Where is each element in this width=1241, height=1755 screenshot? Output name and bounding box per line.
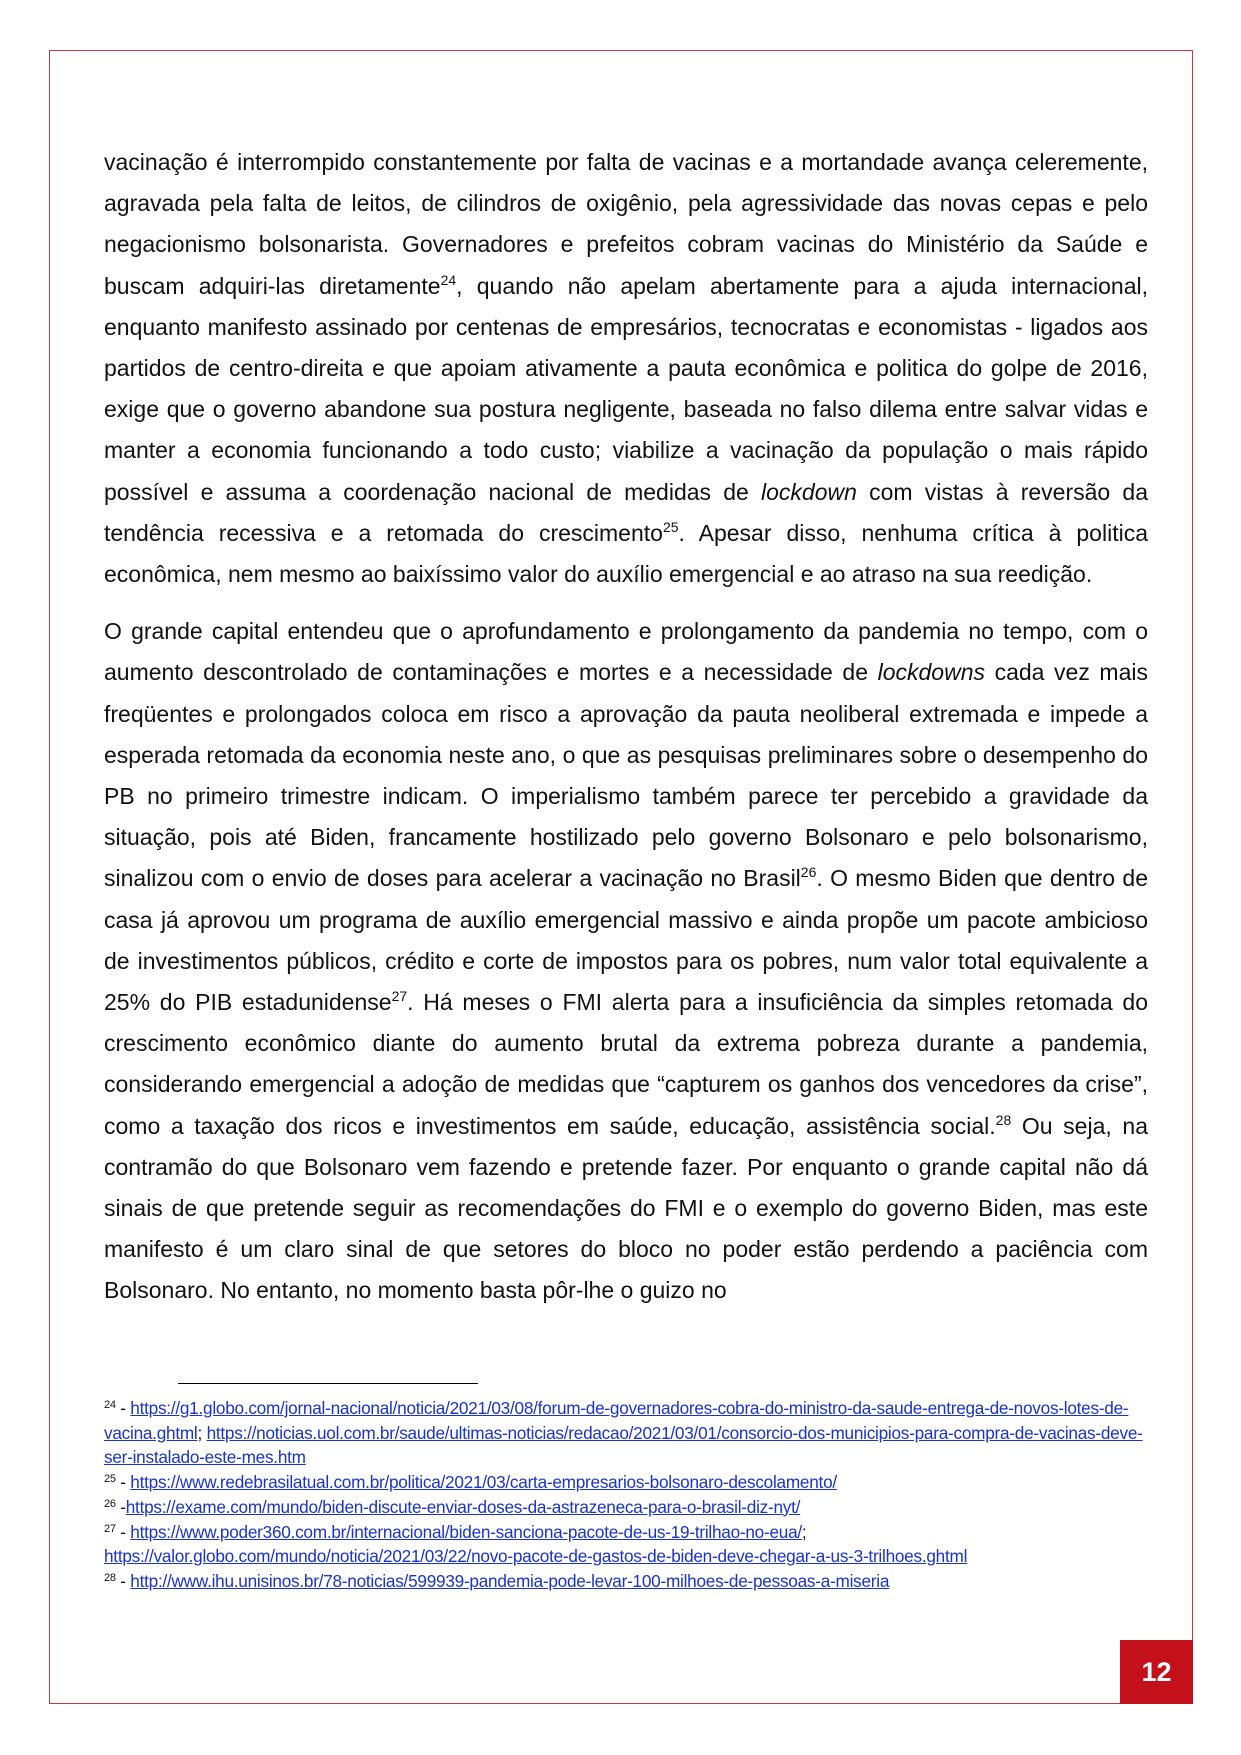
footnote-text: -	[115, 1472, 131, 1493]
emphasis-text: lockdown	[761, 478, 857, 505]
footnote-text: -	[115, 1570, 131, 1591]
footnote-link[interactable]: https://noticias.uol.com.br/saude/ultimas-noticias/redacao/2021/03/01/consorcio-dos-municipios-para-compra-de-vacinas-deve-ser-instalado-este-mes.htm	[104, 1422, 1143, 1468]
page-number: 12	[1141, 1656, 1172, 1687]
footnote-separator	[178, 1383, 478, 1384]
footnote-text: ;	[801, 1521, 807, 1542]
footnote-link[interactable]: https://valor.globo.com/mundo/noticia/2021/03/22/novo-pacote-de-gastos-de-biden-deve-chegar-a-us-3-trilhoes.ghtml	[104, 1546, 968, 1567]
footnote-28	[104, 1569, 1164, 1594]
footnote-text: -	[115, 1398, 131, 1418]
footnote-ref: 28	[995, 1111, 1012, 1128]
footnote-27	[104, 1520, 1164, 1569]
footnote-ref: 25	[662, 518, 679, 535]
text-run: com vistas à reversão da tendência recessiva e a retomada do crescimento	[104, 478, 1148, 546]
footnote-link[interactable]: http://www.ihu.unisinos.br/78-noticias/599939-pandemia-pode-levar-100-milhoes-de-pessoas-a-miseria	[130, 1570, 890, 1591]
text-run: . Apesar disso, nenhuma crítica à politica econômica, nem mesmo ao baixíssimo valor do auxílio emergencial e ao atraso na sua reedição.	[104, 519, 1148, 588]
text-run: . O mesmo Biden que dentro de casa já aprovou um programa de auxílio emergencial massivo e ainda propõe um pacote ambicioso de investimentos públicos, crédito e corte de impostos para os pobres, num valor total equivalente a 25% do PIB estadunidense	[104, 865, 1148, 1016]
text-run: vacinação é interrompido constantemente por falta de vacinas e a mortandade avança celeremente, agravada pela falta de leitos, de cilindros de oxigênio, pela agressividade das novas cepas e pelo negacionismo bolsonarista. Governadores e prefeitos cobram vacinas do Ministério da Saúde e buscam adquiri-las diretamente	[104, 149, 1148, 299]
footnote-text: -	[115, 1521, 131, 1542]
text-run: O grande capital entendeu que o aprofundamento e prolongamento da pandemia no tempo, com o aumento descontrolado de contaminações e mortes e a necessidade de	[104, 618, 1148, 686]
footnote-text: ;	[197, 1422, 207, 1443]
paragraph-1	[104, 142, 1148, 595]
footnote-number: 24	[104, 1399, 116, 1411]
paragraph-2	[104, 611, 1148, 1311]
footnote-ref: 27	[391, 988, 408, 1005]
footnote-ref: 24	[440, 271, 457, 288]
footnote-24	[104, 1396, 1164, 1470]
footnote-number: 28	[104, 1571, 116, 1584]
footnote-link[interactable]: https://www.poder360.com.br/internacional/biden-sanciona-pacote-de-us-19-trilhao-no-eua/	[130, 1521, 802, 1542]
footnote-link[interactable]: https://www.redebrasilatual.com.br/politica/2021/03/carta-empresarios-bolsonaro-descolamento/	[130, 1472, 837, 1493]
text-run: cada vez mais freqüentes e prolongados coloca em risco a aprovação da pauta neoliberal extremada e impede a esperada retomada da economia neste ano, o que as pesquisas preliminares sobre o desempenho do PB no primeiro trimestre indicam. O imperialismo também parece ter percebido a gravidade da situação, pois até Biden, francamente hostilizado pelo governo Bolsonaro e pelo bolsonarismo, sinalizou com o envio de doses para acelerar a vacinação no Brasil	[104, 659, 1148, 892]
footnote-ref: 26	[800, 864, 817, 881]
text-run: Ou seja, na contramão do que Bolsonaro vem fazendo e pretende fazer. Por enquanto o grande capital não dá sinais de que pretende seguir as recomendações do FMI e o exemplo do governo Biden, mas este manifesto é um claro sinal de que setores do bloco no poder estão perdendo a paciência com Bolsonaro. No entanto, no momento basta pôr-lhe o guizo no	[104, 1112, 1148, 1304]
page-number-badge	[1120, 1640, 1193, 1704]
footnote-text: -	[115, 1496, 126, 1517]
footnote-link[interactable]: https://exame.com/mundo/biden-discute-enviar-doses-da-astrazeneca-para-o-brasil-diz-nyt/	[125, 1496, 801, 1517]
footnote-25	[104, 1470, 1164, 1495]
footnote-number: 25	[104, 1473, 116, 1486]
body-text	[104, 142, 1148, 1312]
emphasis-text: lockdowns	[877, 659, 985, 686]
text-run: , quando não apelam abertamente para a ajuda internacional, enquanto manifesto assinado por centenas de empresários, tecnocratas e economistas - ligados aos partidos de centro-direita e que apoiam ativamente a pauta econômica e politica do golpe de 2016, exige que o governo abandone sua postura negligente, baseada no falso dilema entre salvar vidas e manter a economia funcionando a todo custo; viabilize a vacinação da população o mais rápido possível e assuma a coordenação nacional de medidas de	[104, 272, 1148, 505]
footnote-number: 27	[104, 1522, 116, 1535]
footnote-number: 26	[104, 1497, 116, 1510]
footnotes	[104, 1396, 1164, 1594]
text-run: . Há meses o FMI alerta para a insuficiência da simples retomada do crescimento econômico diante do aumento brutal da extrema pobreza durante a pandemia, considerando emergencial a adoção de medidas que “capturem os ganhos dos vencedores da crise”, como a taxação dos ricos e investimentos em saúde, educação, assistência social.	[104, 989, 1148, 1139]
footnote-26	[104, 1495, 1164, 1520]
footnote-link[interactable]: https://g1.globo.com/jornal-nacional/noticia/2021/03/08/forum-de-governadores-cobra-do-ministro-da-saude-entrega-de-novos-lotes-de-vacina.ghtml	[104, 1398, 1129, 1443]
